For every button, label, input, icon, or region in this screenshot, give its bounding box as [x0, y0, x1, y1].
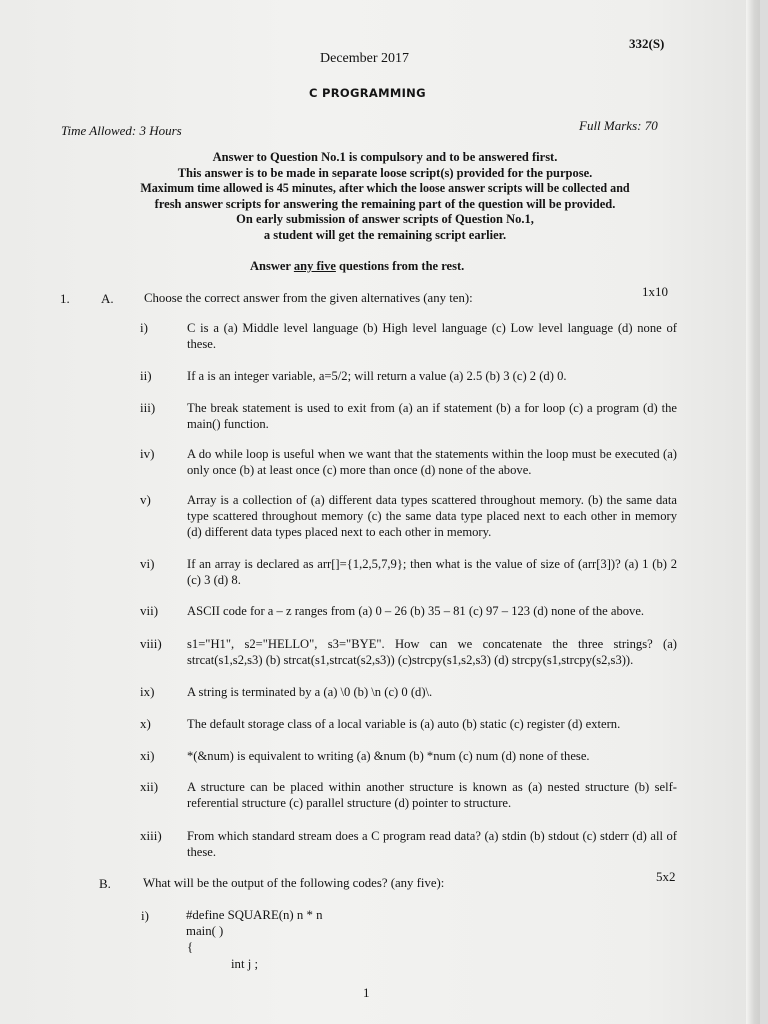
answer-rest-underlined: any five — [293, 259, 336, 273]
item-number: ix) — [140, 684, 155, 699]
subject-title: C PROGRAMMING — [309, 86, 426, 100]
item-number: iv) — [140, 446, 155, 461]
page-edge-shadow — [746, 0, 760, 1024]
code-line: { — [187, 940, 194, 954]
instruction-line: fresh answer scripts for answering the remaining part of the question will be provided. — [154, 196, 616, 211]
full-marks: Full Marks: 70 — [579, 118, 658, 133]
item-number: i) — [140, 320, 148, 335]
question-number: 1. — [60, 291, 70, 306]
item-text: *(&num) is equivalent to writing (a) &num (b) *num (c) num (d) none of these. — [187, 749, 590, 763]
answer-rest-instruction — [250, 259, 464, 274]
part-b-label: B. — [99, 876, 111, 891]
item-text: If a is an integer variable, a=5/2; will return a value (a) 2.5 (b) 3 (c) 2 (d) 0. — [187, 369, 567, 383]
part-a-marks: 1x10 — [642, 284, 668, 299]
item-number: xii) — [140, 779, 159, 794]
item-text: The break statement is used to exit from (a) an if statement (b) a for loop (c) a program (d) the main() function. — [187, 401, 677, 431]
item-text: A do while loop is useful when we want that the statements within the loop must be executed (a) only once (b) at least once (c) more than once (d) none of the above. — [187, 447, 677, 477]
item-number: x) — [140, 716, 151, 731]
code-line: int j ; — [231, 957, 259, 971]
item-text: From which standard stream does a C program read data? (a) stdin (b) stdout (c) stderr (d) all of these. — [187, 829, 677, 859]
paper-code: 332(S) — [629, 36, 665, 51]
instruction-line: Maximum time allowed is 45 minutes, after which the loose answer scripts will be collected and — [140, 181, 630, 195]
item-text: The default storage class of a local variable is (a) auto (b) static (c) register (d) extern. — [187, 717, 621, 731]
item-number: v) — [140, 492, 151, 507]
item-text: A string is terminated by a (a) \0 (b) \n (c) 0 (d)\. — [187, 685, 433, 699]
item-text: A structure can be placed within another structure is known as (a) nested structure (b) self-referential structure (c) parallel structure (d) pointer to structure. — [187, 780, 677, 810]
code-item-number: i) — [141, 908, 149, 923]
item-number: xi) — [140, 748, 155, 763]
page-number: 1 — [363, 985, 370, 1000]
exam-date: December 2017 — [320, 51, 410, 66]
part-a-prompt: Choose the correct answer from the given alternatives (any ten): — [144, 291, 473, 305]
item-number: xiii) — [140, 828, 162, 843]
instruction-line: a student will get the remaining script earlier. — [263, 227, 507, 242]
part-b-prompt: What will be the output of the following codes? (any five): — [143, 876, 445, 890]
item-number: iii) — [140, 400, 156, 415]
instructions-block — [60, 150, 710, 243]
item-text: If an array is declared as arr[]={1,2,5,7,9}; then what is the value of size of (arr[3])? (a) 1 (b) 2 (c) 3 (d) 8. — [187, 557, 677, 587]
answer-rest-after: questions from the rest. — [335, 259, 465, 273]
item-text: ASCII code for a – z ranges from (a) 0 – 26 (b) 35 – 81 (c) 97 – 123 (d) none of the above. — [187, 604, 645, 618]
item-text: Array is a collection of (a) different data types scattered throughout memory. (b) the same data type scattered throughout memory (c) the same data type placed next to each other in memory (d) different data types placed next to each other in memory. — [187, 493, 677, 539]
item-number: vii) — [140, 603, 159, 618]
item-number: ii) — [140, 368, 152, 383]
code-line: main( ) — [186, 924, 224, 938]
instruction-line: This answer is to be made in separate loose script(s) provided for the purpose. — [177, 165, 593, 180]
code-line: #define SQUARE(n) n * n — [186, 908, 323, 922]
item-number: viii) — [140, 636, 162, 651]
answer-rest-before: Answer — [250, 259, 294, 273]
part-a-label: A. — [101, 291, 114, 306]
item-text: C is a (a) Middle level language (b) High level language (c) Low level language (d) none of these. — [187, 321, 677, 351]
instruction-line: On early submission of answer scripts of Question No.1, — [236, 212, 534, 226]
instruction-line: Answer to Question No.1 is compulsory and to be answered first. — [212, 150, 558, 164]
item-number: vi) — [140, 556, 155, 571]
time-allowed: Time Allowed: 3 Hours — [61, 123, 182, 138]
item-text: s1="H1", s2="HELLO", s3="BYE". How can we concatenate the three strings? (a) strcat(s1,s2,s3) (b) strcat(s1,strcat(s2,s3)) (c)strcpy(s1,s2,s3) (d) strcpy(s1,strcpy(s2,s3)). — [187, 637, 677, 667]
part-b-marks: 5x2 — [656, 869, 676, 884]
